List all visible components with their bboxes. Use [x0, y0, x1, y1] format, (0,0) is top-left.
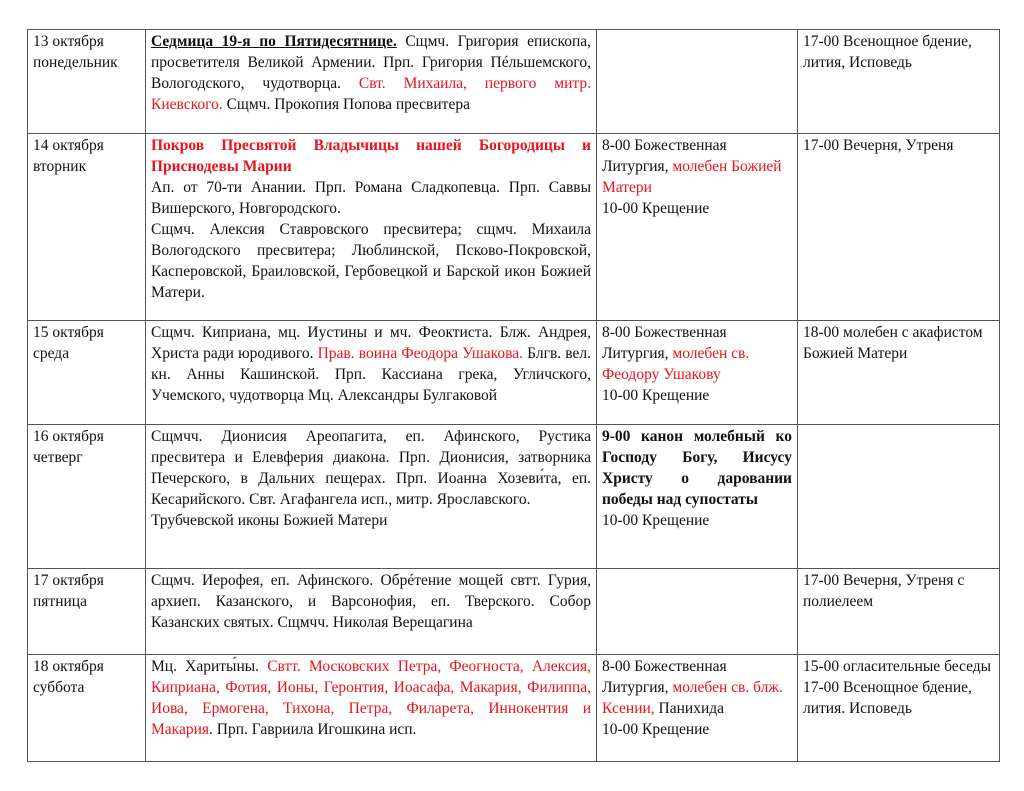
service-text: 17-00 Всенощное бдение, лития, Исповедь	[803, 33, 972, 71]
weekday: суббота	[33, 679, 85, 696]
evening-service-cell	[798, 655, 1000, 762]
service-text: 17-00 Вечерня, Утреня с полиелеем	[803, 572, 965, 610]
evening-service-cell	[798, 321, 1000, 425]
week-heading: Седмица 19-я по Пятидесятнице.	[151, 33, 397, 50]
table-row	[28, 134, 1000, 321]
service-highlight: молебен св. блж. Ксении,	[602, 679, 783, 717]
schedule-table	[27, 29, 1000, 762]
weekday: пятница	[33, 593, 87, 610]
saints-text: Блгв. вел. кн. Анны Кашинской. Прп. Кассиана грека, Угличского, Учемского, чудотворца Мц. Александры Булгаковой	[151, 345, 591, 404]
service-text: Панихида	[654, 700, 725, 717]
service-text: 8-00 Божественная Литургия,	[602, 324, 727, 362]
date-cell	[28, 425, 146, 569]
date: 16 октября	[33, 428, 104, 445]
table-row	[28, 569, 1000, 655]
saints-cell	[146, 321, 597, 425]
date-cell	[28, 30, 146, 134]
service-text: 10-00 Крещение	[602, 721, 710, 738]
service-highlight: молебен Божией Матери	[602, 158, 782, 196]
saints-cell	[146, 655, 597, 762]
saints-text: Трубчевской иконы Божией Матери	[151, 512, 388, 529]
service-text: 17-00 Вечерня, Утреня	[803, 137, 954, 154]
morning-service-cell	[597, 134, 798, 321]
saints-cell	[146, 134, 597, 321]
feast-highlight: Свтт. Московских Петра, Феогноста, Алексия, Киприана, Фотия, Ионы, Геронтия, Иоасафа, Макария, Филиппа, Иова, Ермогена, Тихона, Петра, Филарета, Иннокентия и Макария	[151, 658, 591, 738]
service-text: 10-00 Крещение	[602, 387, 710, 404]
date-cell	[28, 134, 146, 321]
morning-service-cell	[597, 569, 798, 655]
table-row	[28, 655, 1000, 762]
date-cell	[28, 569, 146, 655]
morning-service-cell	[597, 425, 798, 569]
date: 17 октября	[33, 572, 104, 589]
morning-service-cell	[597, 30, 798, 134]
evening-service-cell	[798, 134, 1000, 321]
table-row	[28, 321, 1000, 425]
evening-service-cell	[798, 569, 1000, 655]
weekday: среда	[33, 345, 70, 362]
date: 14 октября	[33, 137, 104, 154]
morning-service-cell	[597, 321, 798, 425]
saints-text: Сщмч. Иерофея, еп. Афинского. Обрéтение мощей свтт. Гурия, архиеп. Казанского, и Варсонофия, еп. Тверского. Собор Казанских святых. Сщмчч. Николая Верещагина	[151, 572, 591, 631]
date: 18 октября	[33, 658, 104, 675]
service-text: 15-00 огласительные беседы	[803, 658, 992, 675]
service-text: 8-00 Божественная Литургия,	[602, 137, 727, 175]
saints-text: Сщмч. Киприана, мц. Иустины и мч. Феоктиста. Блж. Андрея, Христа ради юродивого.	[151, 324, 591, 362]
weekday: понедельник	[33, 54, 118, 71]
saints-text: Ап. от 70-ти Анании. Прп. Романа Сладкопевца. Прп. Саввы Вишерского, Новгородского.	[151, 179, 591, 217]
feast-highlight: Прав. воина Феодора Ушакова.	[317, 345, 523, 362]
saints-cell	[146, 425, 597, 569]
table-row	[28, 30, 1000, 134]
service-text: 17-00 Всенощное бдение, лития. Исповедь	[803, 679, 972, 717]
feast-heading: Покров Пресвятой Владычицы нашей Богородицы и Приснодевы Марии	[151, 137, 591, 175]
evening-service-cell	[798, 425, 1000, 569]
saints-text: Сщмч. Григория епископа, просветителя Великой Армении. Прп. Григория Пéльшемского, Вологодского, чудотворца.	[151, 33, 591, 92]
saints-cell	[146, 30, 597, 134]
service-text: 10-00 Крещение	[602, 200, 710, 217]
saints-cell	[146, 569, 597, 655]
service-text: 10-00 Крещение	[602, 512, 710, 529]
service-highlight: молебен св. Феодору Ушакову	[602, 345, 750, 383]
date: 13 октября	[33, 33, 104, 50]
date-cell	[28, 321, 146, 425]
service-text: 18-00 молебен с акафистом Божией Матери	[803, 324, 983, 362]
table-row	[28, 425, 1000, 569]
morning-service-cell	[597, 655, 798, 762]
saints-text: Мц. Хариты́ны.	[151, 658, 268, 675]
saints-text: Сщмч. Алексия Ставровского пресвитера; сщмч. Михаила Вологодского пресвитера; Люблинской, Псково-Покровской, Касперовской, Браиловской, Гербовецкой и Барской икон Божией Матери.	[151, 221, 591, 301]
weekday: вторник	[33, 158, 87, 175]
date: 15 октября	[33, 324, 104, 341]
saints-text: Сщмчч. Дионисия Ареопагита, еп. Афинского, Рустика пресвитера и Елевферия диакона. Прп. Дионисия, затворника Печерского, в Дальних пещерах. Прп. Иоанна Хозеви́та, еп. Кесарийского. Свт. Агафангела исп., митр. Ярославского.	[151, 428, 591, 508]
saints-text: Сщмч. Прокопия Попова пресвитера	[222, 96, 470, 113]
weekday: четверг	[33, 449, 83, 466]
evening-service-cell	[798, 30, 1000, 134]
saints-text: . Прп. Гавриила Игошкина исп.	[209, 721, 417, 738]
service-text: 8-00 Божественная Литургия,	[602, 658, 727, 696]
date-cell	[28, 655, 146, 762]
feast-highlight: Свт. Михаила, первого митр. Киевского.	[151, 75, 591, 113]
service-text-bold: 9-00 канон молебный ко Господу Богу, Иисусу Христу о даровании победы над супостаты	[602, 428, 792, 508]
